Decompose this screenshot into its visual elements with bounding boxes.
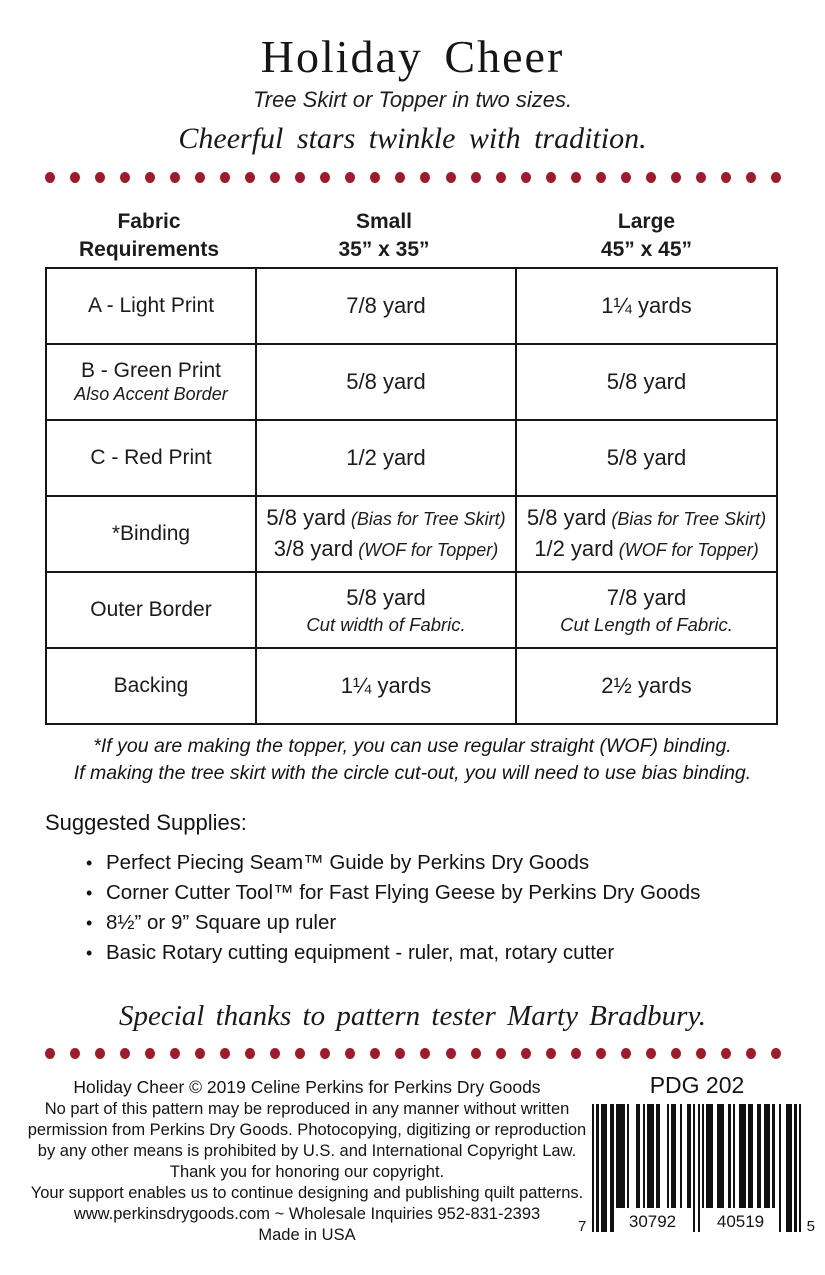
divider-dot [245, 1048, 255, 1059]
divider-dot [270, 172, 280, 183]
yardage-detail: (Bias for Tree Skirt) [606, 509, 767, 529]
divider-dot [521, 1048, 531, 1059]
divider-dot [521, 172, 531, 183]
divider-dot [671, 172, 681, 183]
barcode-bar [799, 1104, 801, 1232]
barcode-bar [592, 1104, 594, 1232]
yardage-value: 7/8 yard [606, 585, 687, 610]
divider-dot [395, 172, 405, 183]
yardage-value: 5/8 yard [346, 585, 426, 610]
copyright-line: Thank you for honoring our copyright. [169, 1163, 445, 1181]
supplies-heading: Suggested Supplies: [45, 810, 247, 835]
fabric-requirements-table [45, 267, 778, 725]
divider-dot [721, 172, 731, 183]
divider-dot [170, 1048, 180, 1059]
divider-dot [145, 172, 155, 183]
barcode-bar [779, 1104, 781, 1232]
divider-dot [45, 1048, 55, 1059]
yardage-value: 1/2 yard [346, 445, 426, 470]
divider-dot [721, 1048, 731, 1059]
bullet-icon: • [86, 943, 93, 963]
supply-item-label: Basic Rotary cutting equipment - ruler, mat, rotary cutter [106, 941, 615, 964]
divider-dot [95, 172, 105, 183]
divider-dot [471, 1048, 481, 1059]
cut-direction-note: Cut width of Fabric. [306, 614, 466, 635]
table-cell [515, 573, 776, 647]
table-header [45, 208, 778, 264]
fabric-name: C - Red Print [90, 446, 212, 469]
table-row [47, 419, 776, 495]
divider-dot [345, 172, 355, 183]
divider-dot [195, 172, 205, 183]
divider-dot [195, 1048, 205, 1059]
divider-dot [420, 1048, 430, 1059]
page-title: Holiday Cheer [260, 31, 565, 82]
fabric-name-cell [47, 421, 255, 495]
table-row [47, 343, 776, 419]
divider-dot [596, 1048, 606, 1059]
copyright-line: Your support enables us to continue designing and publishing quilt patterns. [30, 1184, 584, 1202]
fabric-name-cell [47, 345, 255, 419]
barcode-bar [693, 1104, 695, 1232]
divider-dot [320, 1048, 330, 1059]
table-row [47, 495, 776, 571]
binding-footnote: *If you are making the topper, you can use regular straight (WOF) binding. If making the tree skirt with the circle cut-out, you will need to use bias binding. [73, 735, 752, 784]
divider-dot [696, 1048, 706, 1059]
supply-item [86, 938, 786, 968]
divider-dot [295, 172, 305, 183]
table-cell [255, 421, 515, 495]
supply-item [86, 848, 786, 878]
table-cell [255, 573, 515, 647]
divider-dot [671, 1048, 681, 1059]
fabric-note: Also Accent Border [74, 384, 228, 404]
copyright-line: permission from Perkins Dry Goods. Photocopying, digitizing or reproduction [27, 1121, 587, 1139]
divider-dot [95, 1048, 105, 1059]
fabric-name: B - Green Print [80, 359, 222, 382]
supply-item [86, 908, 786, 938]
divider-dot [370, 172, 380, 183]
divider-dot [746, 172, 756, 183]
fabric-name: Backing [113, 674, 189, 697]
fabric-name: A - Light Print [87, 294, 215, 317]
barcode-bar [605, 1104, 607, 1232]
tagline: Cheerful stars twinkle with tradition. [178, 122, 647, 155]
supplies-list [86, 848, 786, 968]
fabric-name-cell [47, 269, 255, 343]
divider-dot [746, 1048, 756, 1059]
yardage-value: 3/8 yard (WOF for Topper) [273, 536, 499, 561]
divider-dot [596, 172, 606, 183]
table-row [47, 647, 776, 723]
supply-item-label: Corner Cutter Tool™ for Fast Flying Geese by Perkins Dry Goods [106, 881, 701, 904]
copyright-block [18, 1076, 596, 1246]
dotted-divider-top [45, 172, 781, 183]
fabric-name-cell [47, 573, 255, 647]
column-header-fabric: Fabric Requirements [78, 210, 220, 261]
fabric-name: Outer Border [90, 598, 212, 621]
pattern-tester-thanks: Special thanks to pattern tester Marty Bradbury. [118, 1000, 706, 1032]
barcode-bar [596, 1104, 598, 1232]
yardage-detail: (WOF for Topper) [353, 540, 499, 560]
divider-dot [771, 172, 781, 183]
divider-dot [295, 1048, 305, 1059]
divider-dot [120, 172, 130, 183]
table-cell [255, 345, 515, 419]
fabric-name: *Binding [111, 522, 191, 545]
divider-dot [220, 172, 230, 183]
divider-dot [446, 1048, 456, 1059]
supply-item [86, 878, 786, 908]
pattern-number: PDG 202 [649, 1072, 745, 1098]
divider-dot [270, 1048, 280, 1059]
table-row [47, 571, 776, 647]
yardage-value: 1¼ yards [340, 673, 432, 698]
divider-dot [120, 1048, 130, 1059]
fabric-name-cell [47, 649, 255, 723]
upc-barcode [578, 1104, 815, 1235]
table-row [47, 269, 776, 343]
divider-dot [446, 172, 456, 183]
yardage-value: 1/2 yard (WOF for Topper) [534, 536, 759, 561]
supply-item-label: Perfect Piecing Seam™ Guide by Perkins Dry Goods [106, 851, 590, 874]
divider-dot [646, 172, 656, 183]
divider-dot [220, 1048, 230, 1059]
barcode-bar [698, 1104, 700, 1232]
divider-dot [571, 1048, 581, 1059]
barcode-digits-left: 30792 [614, 1208, 691, 1232]
table-cell [515, 269, 776, 343]
yardage-value: 5/8 yard [346, 369, 426, 394]
copyright-line: Made in USA [258, 1226, 356, 1244]
bullet-icon: • [86, 883, 93, 903]
divider-dot [145, 1048, 155, 1059]
dotted-divider-bottom [45, 1048, 781, 1059]
divider-dot [546, 172, 556, 183]
divider-dot [771, 1048, 781, 1059]
barcode-digits-right: 40519 [702, 1208, 779, 1232]
divider-dot [571, 172, 581, 183]
barcode-digit-check: 5 [806, 1218, 815, 1235]
yardage-value: 5/8 yard [606, 445, 687, 470]
yardage-value: 2½ yards [601, 673, 692, 698]
divider-dot [621, 1048, 631, 1059]
bullet-icon: • [86, 913, 93, 933]
fabric-name-cell [47, 497, 255, 571]
yardage-value: 5/8 yard [606, 369, 687, 394]
table-cell [255, 649, 515, 723]
copyright-line: www.perkinsdrygoods.com ~ Wholesale Inquiries 952-831-2393 [73, 1205, 541, 1223]
divider-dot [245, 172, 255, 183]
page-subtitle: Tree Skirt or Topper in two sizes. [252, 87, 573, 112]
supply-item-label: 8½” or 9” Square up ruler [106, 911, 337, 934]
divider-dot [546, 1048, 556, 1059]
table-cell [515, 649, 776, 723]
divider-dot [345, 1048, 355, 1059]
yardage-detail: (Bias for Tree Skirt) [345, 509, 506, 529]
divider-dot [646, 1048, 656, 1059]
column-header-small: Small 35” x 35” [338, 210, 430, 261]
divider-dot [395, 1048, 405, 1059]
divider-dot [320, 172, 330, 183]
yardage-value: 1¼ yards [601, 293, 692, 318]
copyright-line: by any other means is prohibited by U.S. and International Copyright Law. [37, 1142, 577, 1160]
bullet-icon: • [86, 853, 93, 873]
divider-dot [696, 172, 706, 183]
barcode-digit-prefix: 7 [578, 1218, 587, 1235]
cut-direction-note: Cut Length of Fabric. [560, 614, 733, 635]
divider-dot [471, 172, 481, 183]
divider-dot [420, 172, 430, 183]
yardage-detail: (WOF for Topper) [613, 540, 759, 560]
barcode-bar [790, 1104, 792, 1232]
barcode-bar [794, 1104, 796, 1232]
table-cell [515, 497, 776, 571]
column-header-large: Large 45” x 45” [600, 210, 693, 261]
divider-dot [621, 172, 631, 183]
divider-dot [496, 172, 506, 183]
divider-dot [370, 1048, 380, 1059]
divider-dot [496, 1048, 506, 1059]
divider-dot [45, 172, 55, 183]
divider-dot [70, 1048, 80, 1059]
copyright-line: Holiday Cheer © 2019 Celine Perkins for Perkins Dry Goods [73, 1077, 541, 1097]
divider-dot [170, 172, 180, 183]
yardage-value: 5/8 yard (Bias for Tree Skirt) [266, 505, 506, 530]
table-cell [255, 269, 515, 343]
yardage-value: 7/8 yard [346, 293, 426, 318]
table-cell [255, 497, 515, 571]
table-cell [515, 345, 776, 419]
yardage-value: 5/8 yard (Bias for Tree Skirt) [526, 505, 767, 530]
table-cell [515, 421, 776, 495]
divider-dot [70, 172, 80, 183]
copyright-line: No part of this pattern may be reproduced in any manner without written [44, 1100, 570, 1118]
